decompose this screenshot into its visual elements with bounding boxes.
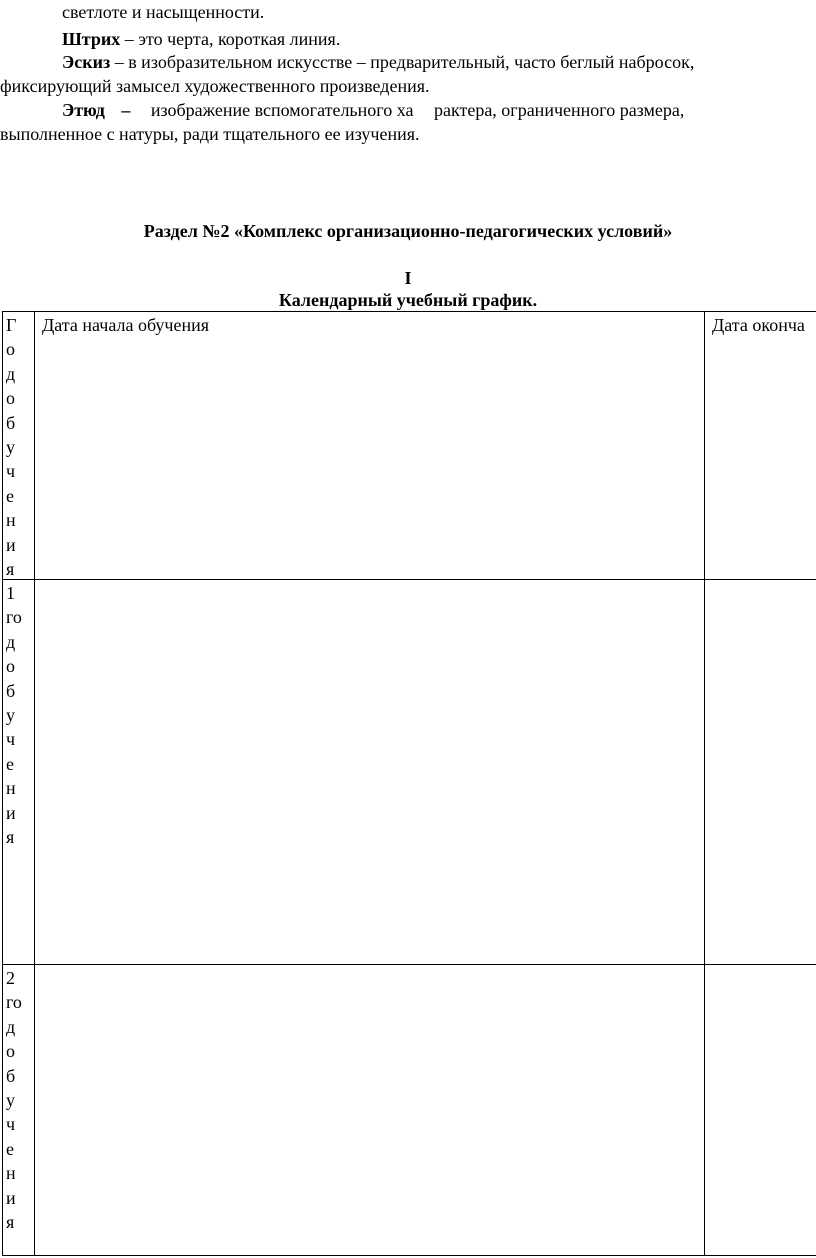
table-border-bottom [2, 1255, 816, 1256]
header-year-cell [6, 313, 28, 581]
def-eskiz-cont: фиксирующий замысел художественного произведения. [0, 76, 430, 96]
section-subtitle: Календарный учебный график. [278, 290, 538, 310]
definition-etyud-cont [0, 122, 420, 146]
row-1-year-char: н [6, 778, 16, 799]
header-year-char: е [6, 485, 14, 506]
header-end-date: Дата оконча [712, 315, 805, 335]
row-1-year-char: ч [6, 729, 16, 750]
section-number: I [404, 268, 412, 288]
term-etyud: Этюд [62, 100, 105, 120]
header-year-char: я [6, 559, 15, 580]
row-2-year-char: и [6, 1187, 16, 1208]
dash-etyud: – [121, 100, 131, 120]
text-line-1 [62, 0, 264, 24]
row-2-year-char: о [6, 1041, 15, 1062]
header-year-char: у [6, 437, 15, 458]
header-year-char: ч [6, 461, 16, 482]
row-2-year-char: н [6, 1163, 16, 1184]
definition-eskiz-cont [0, 74, 430, 98]
def-eskiz: – в изобразительном искусстве – предварительный, часто беглый набросок, [110, 52, 695, 72]
header-year-char: о [6, 339, 15, 360]
row-2-start-date[interactable] [35, 965, 704, 1255]
definition-shtrih [62, 27, 340, 51]
row-1-end-date[interactable] [705, 580, 816, 964]
header-year-char: д [6, 363, 16, 384]
row-2-year-char: у [6, 1090, 15, 1111]
def-etyud-cont: выполненное с натуры, ради тщательного ее изучения. [0, 124, 420, 144]
row-1-year-char: о [6, 656, 15, 677]
header-year-char: и [6, 534, 16, 555]
row-1-year-char: го [6, 607, 22, 628]
header-year-char: н [6, 510, 16, 531]
row-1-year-char: 1 [6, 583, 15, 603]
table-border-left [2, 311, 3, 1256]
row-year-2-cell [6, 966, 28, 1234]
header-start-date: Дата начала обучения [42, 315, 210, 335]
line1-text: светлоте и насыщенности. [62, 2, 265, 22]
section-title: Раздел №2 «Комплекс организационно-педагогических условий» [143, 221, 673, 241]
row-1-start-date[interactable] [35, 580, 704, 964]
row-1-year-char: и [6, 802, 16, 823]
row-1-year-char: я [6, 827, 15, 848]
def-etyud-b: рактера, ограниченного размера, [433, 100, 685, 120]
row-1-year-char: у [6, 705, 15, 726]
term-eskiz: Эскиз [62, 52, 111, 72]
row-2-year-char: д [6, 1016, 16, 1037]
row-1-year-char: д [6, 631, 16, 652]
row-2-year-char: е [6, 1138, 14, 1159]
row-2-year-char: я [6, 1212, 15, 1233]
row-1-year-char: б [6, 680, 16, 701]
row-2-year-char: 2 [6, 968, 15, 988]
row-year-1-cell [6, 581, 28, 849]
definition-eskiz [62, 50, 694, 74]
term-shtrih: Штрих [62, 29, 121, 49]
header-year-char: б [6, 412, 16, 433]
row-1-year-char: е [6, 753, 14, 774]
definition-etyud [62, 98, 684, 122]
header-year-char: Г [6, 315, 17, 335]
row-2-year-char: б [6, 1065, 16, 1086]
def-shtrih: – это черта, короткая линия. [120, 29, 341, 49]
row-2-end-date[interactable] [705, 965, 816, 1255]
row-2-year-char: ч [6, 1114, 16, 1135]
def-etyud-a: изображение вспомогательного ха [150, 100, 414, 120]
table-border-top [2, 311, 816, 312]
header-year-char: о [6, 388, 15, 409]
row-2-year-char: го [6, 992, 22, 1013]
